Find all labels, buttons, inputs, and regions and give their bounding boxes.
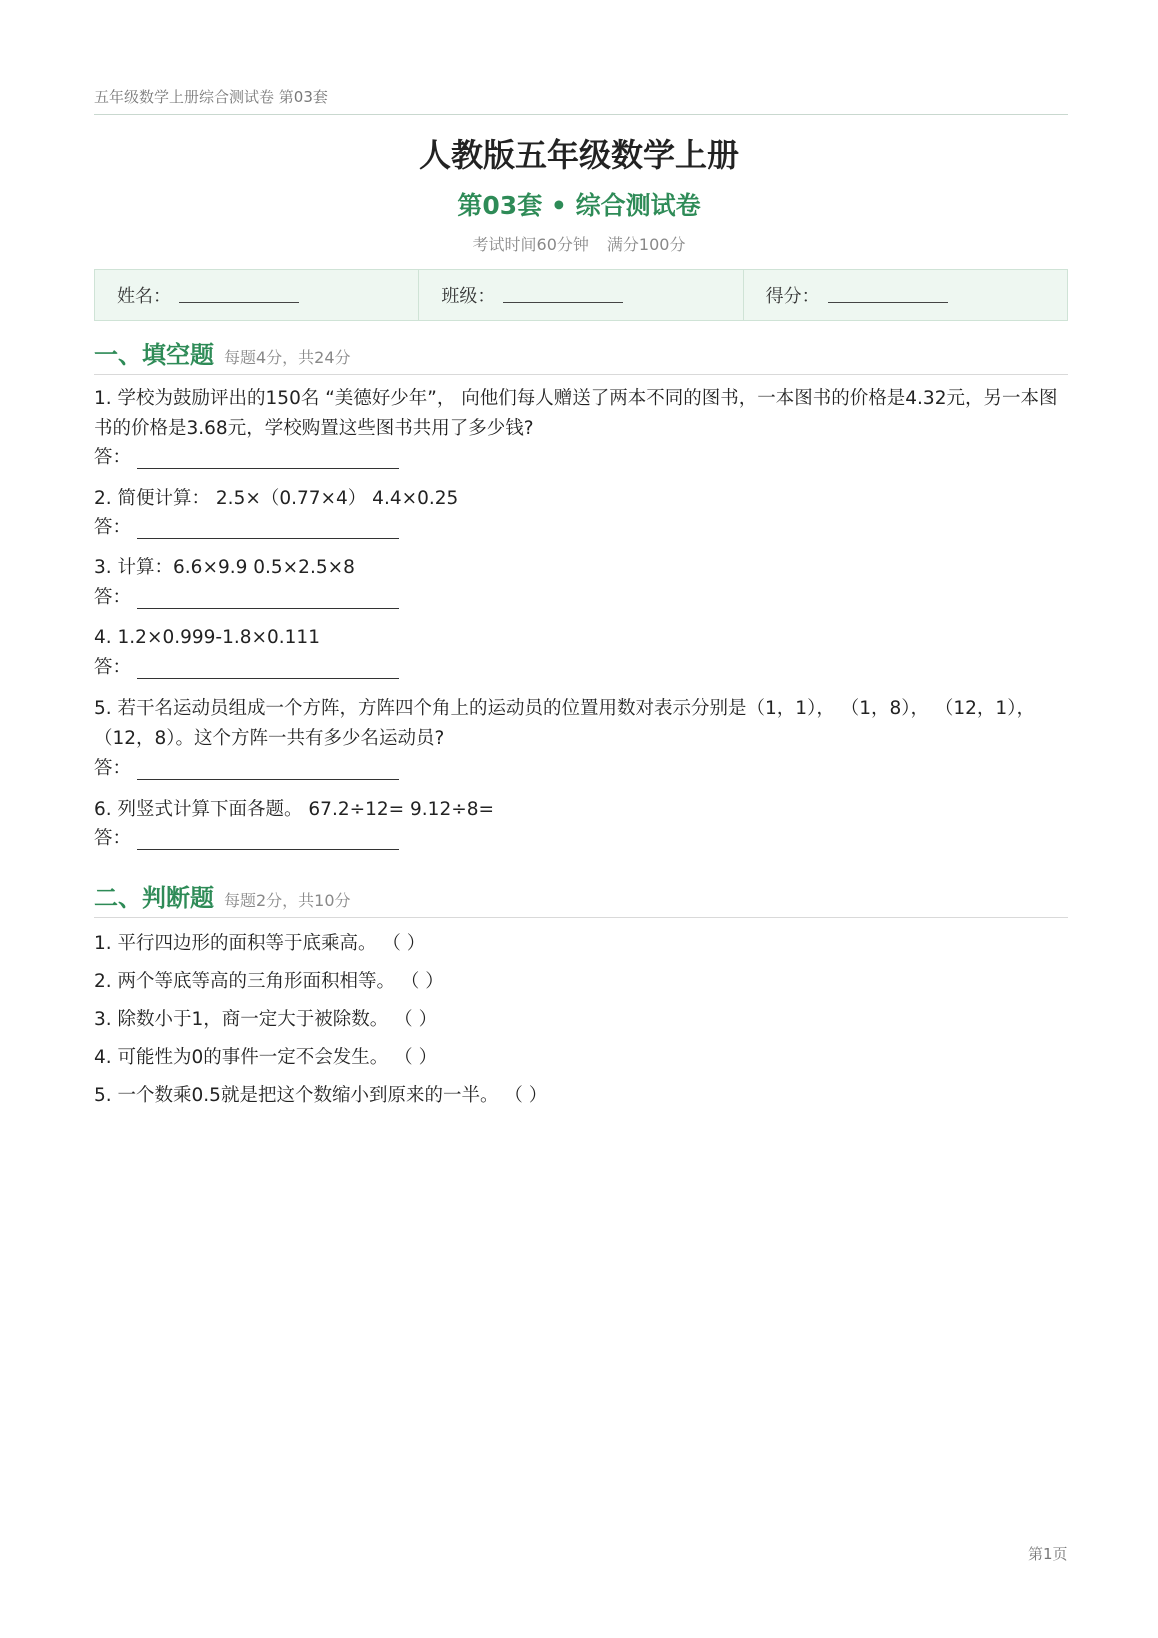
class-label: 班级： xyxy=(441,286,496,307)
answer-label: 答： xyxy=(94,657,132,678)
fill-question-4: 4. 1.2×0.999-1.8×0.111 xyxy=(94,627,320,648)
answer-line[interactable] xyxy=(137,468,399,469)
section-1-heading xyxy=(94,335,351,370)
answer-label: 答： xyxy=(94,828,132,849)
section-1-title: 一、填空题 xyxy=(94,341,214,369)
fill-question-1: 1. 学校为鼓励评出的150名 “美德好少年”， 向他们每人赠送了两本不同的图书，一本图书的价格是4.32元，另一本图书的价格是3.68元，学校购置这些图书共用了多少钱? xyxy=(94,388,1058,439)
name-label: 姓名： xyxy=(117,286,171,307)
page-subtitle: 第03套 • 综合测试卷 xyxy=(457,191,701,220)
judge-question-1: 1. 平行四边形的面积等于底乘高。 （ ） xyxy=(94,933,426,954)
page-number: 第1页 xyxy=(1028,1545,1068,1563)
score-field xyxy=(743,270,1067,320)
answer-row-1 xyxy=(94,443,399,473)
header-divider xyxy=(94,114,1068,115)
fill-question-2 xyxy=(94,484,1068,514)
answer-line[interactable] xyxy=(137,608,399,609)
answer-line[interactable] xyxy=(137,678,399,679)
answer-line[interactable] xyxy=(137,538,399,539)
judge-question-3: 3. 除数小于1，商一定大于被除数。 （ ） xyxy=(94,1009,438,1030)
exam-time: 考试时间60分钟 xyxy=(472,235,589,254)
class-field xyxy=(418,270,742,320)
answer-row-5 xyxy=(94,754,399,784)
name-field xyxy=(95,270,418,320)
section-2-heading xyxy=(94,878,351,913)
answer-row-3 xyxy=(94,583,399,613)
exam-info xyxy=(0,232,1158,255)
fill-question-6: 6. 列竖式计算下面各题。 67.2÷12= 9.12÷8= xyxy=(94,799,494,820)
fill-question-2-text: 2. 简便计算： 2.5×（0.77×4） 4.4×0.25 xyxy=(94,488,459,509)
page-title: 人教版五年级数学上册 xyxy=(418,136,739,174)
section-1-divider xyxy=(94,374,1068,375)
answer-row-2 xyxy=(94,513,399,543)
class-blank[interactable] xyxy=(503,302,623,303)
answer-row-4 xyxy=(94,653,399,683)
exam-full-score: 满分100分 xyxy=(606,235,686,254)
answer-label: 答： xyxy=(94,517,132,538)
section-1-note: 每题4分，共24分 xyxy=(224,348,351,367)
judge-question-2: 2. 两个等底等高的三角形面积相等。 （ ） xyxy=(94,971,444,992)
running-header: 五年级数学上册综合测试卷 第03套 xyxy=(94,88,328,106)
fill-question-5: 5. 若干名运动员组成一个方阵，方阵四个角上的运动员的位置用数对表示分别是（1，1）， （1，8）， （12，1）， （12，8）。这个方阵一共有多少名运动员? xyxy=(94,698,1035,749)
fill-question-3: 3. 计算：6.6×9.9 0.5×2.5×8 xyxy=(94,557,355,578)
answer-label: 答： xyxy=(94,587,132,608)
judge-question-5: 5. 一个数乘0.5就是把这个数缩小到原来的一半。 （ ） xyxy=(94,1085,548,1106)
answer-label: 答： xyxy=(94,758,132,779)
answer-label: 答： xyxy=(94,447,132,468)
answer-line[interactable] xyxy=(137,779,399,780)
judge-question-4: 4. 可能性为0的事件一定不会发生。 （ ） xyxy=(94,1047,438,1068)
score-label: 得分： xyxy=(765,286,820,307)
answer-line[interactable] xyxy=(137,849,399,850)
answer-row-6 xyxy=(94,824,399,854)
name-blank[interactable] xyxy=(179,302,299,303)
section-2-note: 每题2分，共10分 xyxy=(224,891,351,910)
student-info-table xyxy=(94,269,1068,321)
section-2-divider xyxy=(94,917,1068,918)
score-blank[interactable] xyxy=(828,302,948,303)
section-2-title: 二、判断题 xyxy=(94,884,214,912)
